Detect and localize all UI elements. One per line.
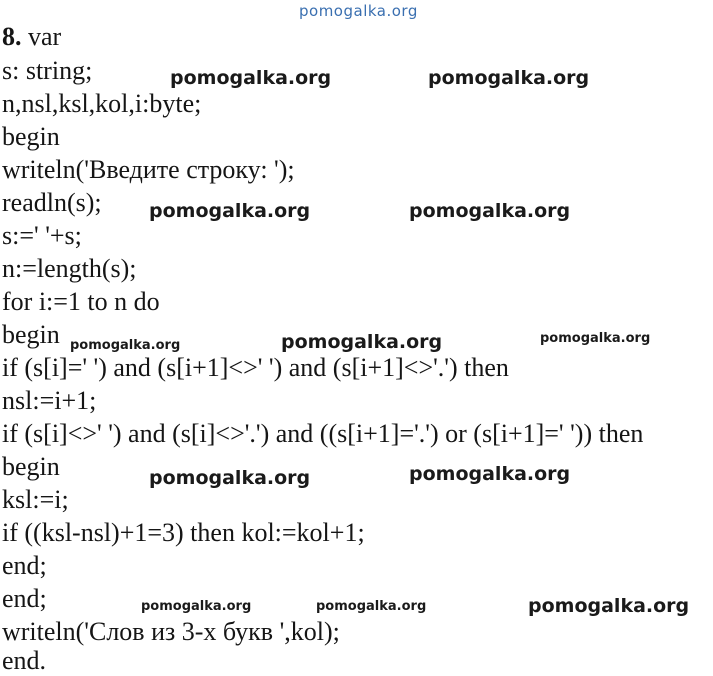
code-line-17: end; (2, 551, 47, 580)
code-line-5: writeln('Введите строку: '); (2, 155, 295, 184)
watermark: pomogalka.org (428, 67, 590, 89)
code-line-13: if (s[i]<>' ') and (s[i]<>'.') and ((s[i+1]='.') or (s[i+1]=' ')) then (2, 419, 644, 448)
watermark: pomogalka.org (528, 595, 690, 617)
code-line-11: if (s[i]=' ') and (s[i+1]<>' ') and (s[i+1]<>'.') then (2, 353, 509, 382)
watermark: pomogalka.org (540, 331, 651, 346)
code-line-12: nsl:=i+1; (2, 386, 97, 415)
code-line-6: readln(s); (2, 188, 102, 217)
watermark: pomogalka.org (141, 599, 252, 614)
code-line-16: if ((ksl-nsl)+1=3) then kol:=kol+1; (2, 518, 365, 547)
code-line-19: writeln('Слов из 3-х букв ',kol); (2, 617, 340, 646)
watermark: pomogalka.org (149, 200, 311, 222)
code-line-14: begin (2, 452, 60, 481)
code-line-8: n:=length(s); (2, 254, 137, 283)
header-watermark: pomogalka.org (299, 2, 418, 20)
code-line-1: 8. var (2, 22, 62, 51)
watermark: pomogalka.org (316, 599, 427, 614)
code-line-15: ksl:=i; (2, 485, 69, 514)
watermark: pomogalka.org (170, 67, 332, 89)
code-line-18: end; (2, 584, 47, 613)
code-line-9: for i:=1 to n do (2, 287, 160, 316)
watermark: pomogalka.org (409, 200, 571, 222)
code-line-10: begin (2, 320, 60, 349)
code-line-4: begin (2, 122, 60, 151)
code-line-20: end. (2, 646, 47, 675)
problem-number: 8. (2, 22, 22, 51)
watermark: pomogalka.org (149, 467, 311, 489)
code-line-2: s: string; (2, 56, 93, 85)
watermark: pomogalka.org (281, 331, 443, 353)
watermark: pomogalka.org (409, 463, 571, 485)
code-line-7: s:=' '+s; (2, 221, 82, 250)
watermark: pomogalka.org (70, 338, 181, 353)
code-line-3: n,nsl,ksl,kol,i:byte; (2, 89, 202, 118)
